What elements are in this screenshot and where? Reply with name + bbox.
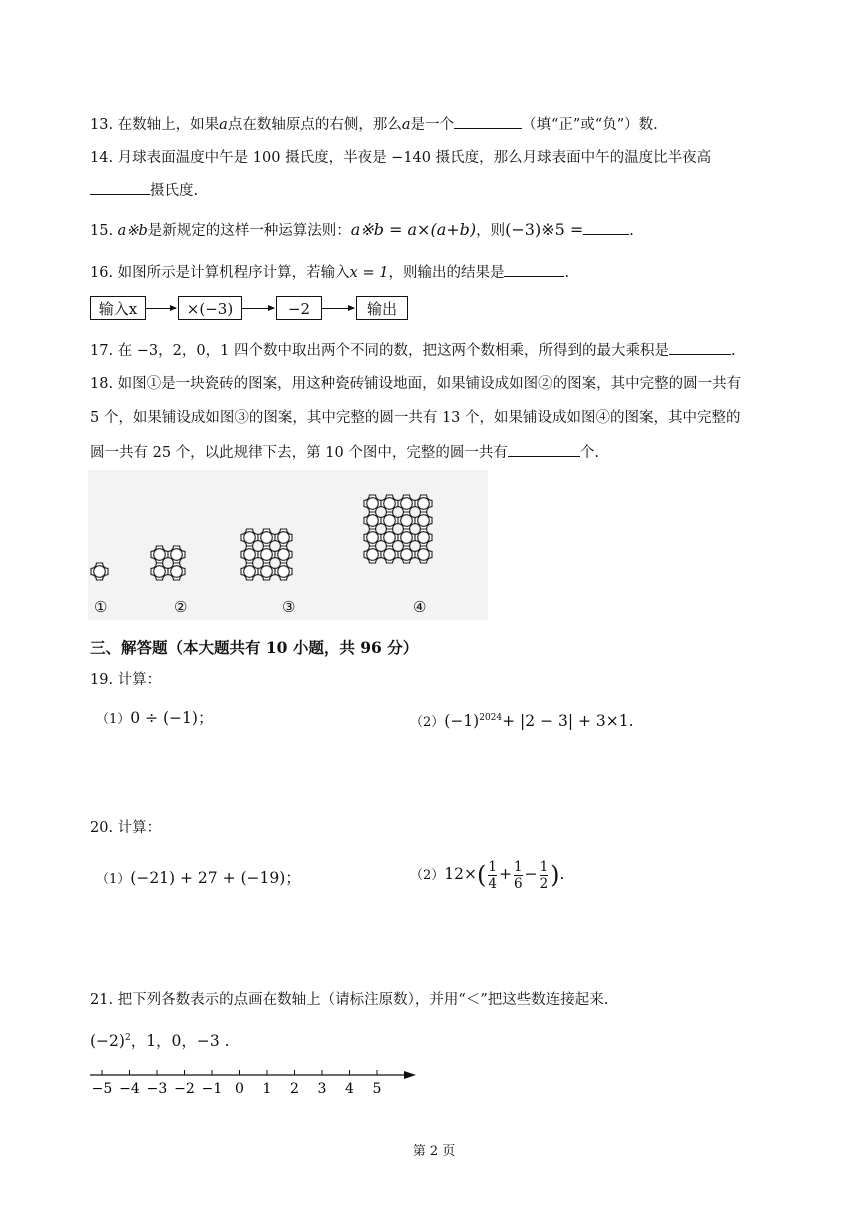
q21-numbers: $(-2)^2$，1，0，−3 . — [90, 1032, 230, 1051]
q14-number: 14. — [90, 150, 114, 166]
q20-number: 20. — [90, 820, 114, 836]
arrow-icon — [404, 1071, 416, 1079]
q18-line3: 圆一共有 25 个，以此规律下去，第 10 个图中，完整的圆一共有 个. — [90, 442, 599, 463]
number-line-label: −1 — [201, 1081, 223, 1097]
q16-number: 16. — [90, 265, 114, 281]
number-line-label: 3 — [317, 1081, 327, 1097]
tile-labels — [88, 598, 488, 620]
tile-label-1: ① — [94, 598, 108, 616]
q16-line: 16. 如图所示是计算机程序计算，若输入x = 1，则输出的结果是 . — [90, 262, 569, 283]
number-line-label: −2 — [174, 1081, 195, 1097]
q19-part1: （1）0 ÷ (−1)； — [96, 709, 214, 727]
q15-line: 15. a※b是新规定的这样一种运算法则：a※b = a×(a+b)，则(−3)※5 = . — [90, 220, 634, 239]
q21-line: 21. 把下列各数表示的点画在数轴上（请标注原数），并用“＜”把这些数连接起来. — [90, 992, 609, 1008]
program-flowchart — [90, 296, 420, 322]
fraction-one-half: $\frac{1}{2}$ — [539, 858, 549, 892]
flow-arrow-icon — [146, 308, 176, 309]
q16-answer-blank[interactable] — [504, 262, 564, 277]
q20-part1: （1）(−21) + 27 + (−19)； — [96, 869, 301, 887]
number-line[interactable] — [88, 1064, 428, 1104]
q14-answer-blank[interactable] — [90, 180, 150, 195]
flow-input-box: 输入x — [90, 296, 146, 320]
q18-line1: 18. 如图①是一块瓷砖的图案，用这种瓷砖铺设地面，如果铺设成如图②的图案，其中完整的圆一共有 — [90, 376, 742, 392]
tile-label-3: ③ — [282, 598, 296, 616]
fraction-one-quarter: $\frac{1}{4}$ — [488, 858, 497, 892]
flow-output-box: 输出 — [356, 296, 408, 320]
tile-label-2: ② — [174, 598, 188, 616]
q17-number: 17. — [90, 343, 114, 359]
page-number: 第 2 页 — [412, 1144, 456, 1159]
q20-title: 20. 计算： — [90, 820, 162, 836]
tile-label-4: ④ — [413, 598, 427, 616]
q19-part2: $(2)(-1)^{2024}+ |2 - 3| + 3\times 1$. — [410, 712, 634, 731]
q13-answer-blank[interactable] — [454, 114, 522, 129]
q19-title: 19. 计算： — [90, 672, 162, 688]
number-line-label: 4 — [345, 1081, 354, 1097]
q18-answer-blank[interactable] — [508, 442, 580, 457]
q19-number: 19. — [90, 672, 114, 688]
q15-number: 15. — [90, 223, 114, 239]
number-line-label: 2 — [290, 1081, 299, 1097]
q18-line2: 5 个，如果铺设成如图③的图案，其中完整的圆一共有 13 个，如果铺设成如图④的图案，其中完整的 — [90, 410, 741, 426]
section-heading: 三、解答题（本大题共有 10 小题，共 96 分） — [90, 638, 419, 657]
q17-line: 17. 在 −3，2，0，1 四个数中取出两个不同的数，把这两个数相乘，所得到的最大乘积是 . — [90, 340, 736, 361]
number-line-label: −4 — [119, 1081, 140, 1097]
q14-line2: 摄氏度. — [90, 180, 198, 201]
flow-arrow-icon — [322, 308, 354, 309]
q14-line1: 14. 月球表面温度中午是 100 摄氏度，半夜是 −140 摄氏度，那么月球表面中午的温度比半夜高 — [90, 150, 712, 166]
flow-multiply-box: ×(−3) — [178, 296, 242, 320]
q17-answer-blank[interactable] — [669, 340, 731, 355]
number-line-label: 5 — [372, 1081, 382, 1097]
fraction-one-sixth: $\frac{1}{6}$ — [513, 858, 523, 892]
flow-arrow-icon — [242, 308, 274, 309]
number-line-label: −5 — [91, 1081, 113, 1097]
q20-part2: （2）12×( $\frac{1}{4}$ + $\frac{1}{6}$ − $\frac{1}{2}$ ). — [410, 858, 565, 892]
q18-number: 18. — [90, 376, 114, 392]
q13-line: 13. 在数轴上，如果a点在数轴原点的右侧，那么a是一个 （填“正”或“负”）数. — [90, 114, 658, 135]
number-line-label: −3 — [146, 1081, 168, 1097]
number-line-label: 1 — [262, 1081, 272, 1097]
flow-subtract-box: −2 — [276, 296, 322, 320]
q15-definition: a※b = a×(a+b) — [350, 220, 477, 239]
number-line-label: 0 — [235, 1081, 244, 1097]
q15-answer-blank[interactable] — [583, 220, 629, 235]
q21-number: 21. — [90, 992, 114, 1008]
q13-number: 13. — [90, 117, 114, 133]
